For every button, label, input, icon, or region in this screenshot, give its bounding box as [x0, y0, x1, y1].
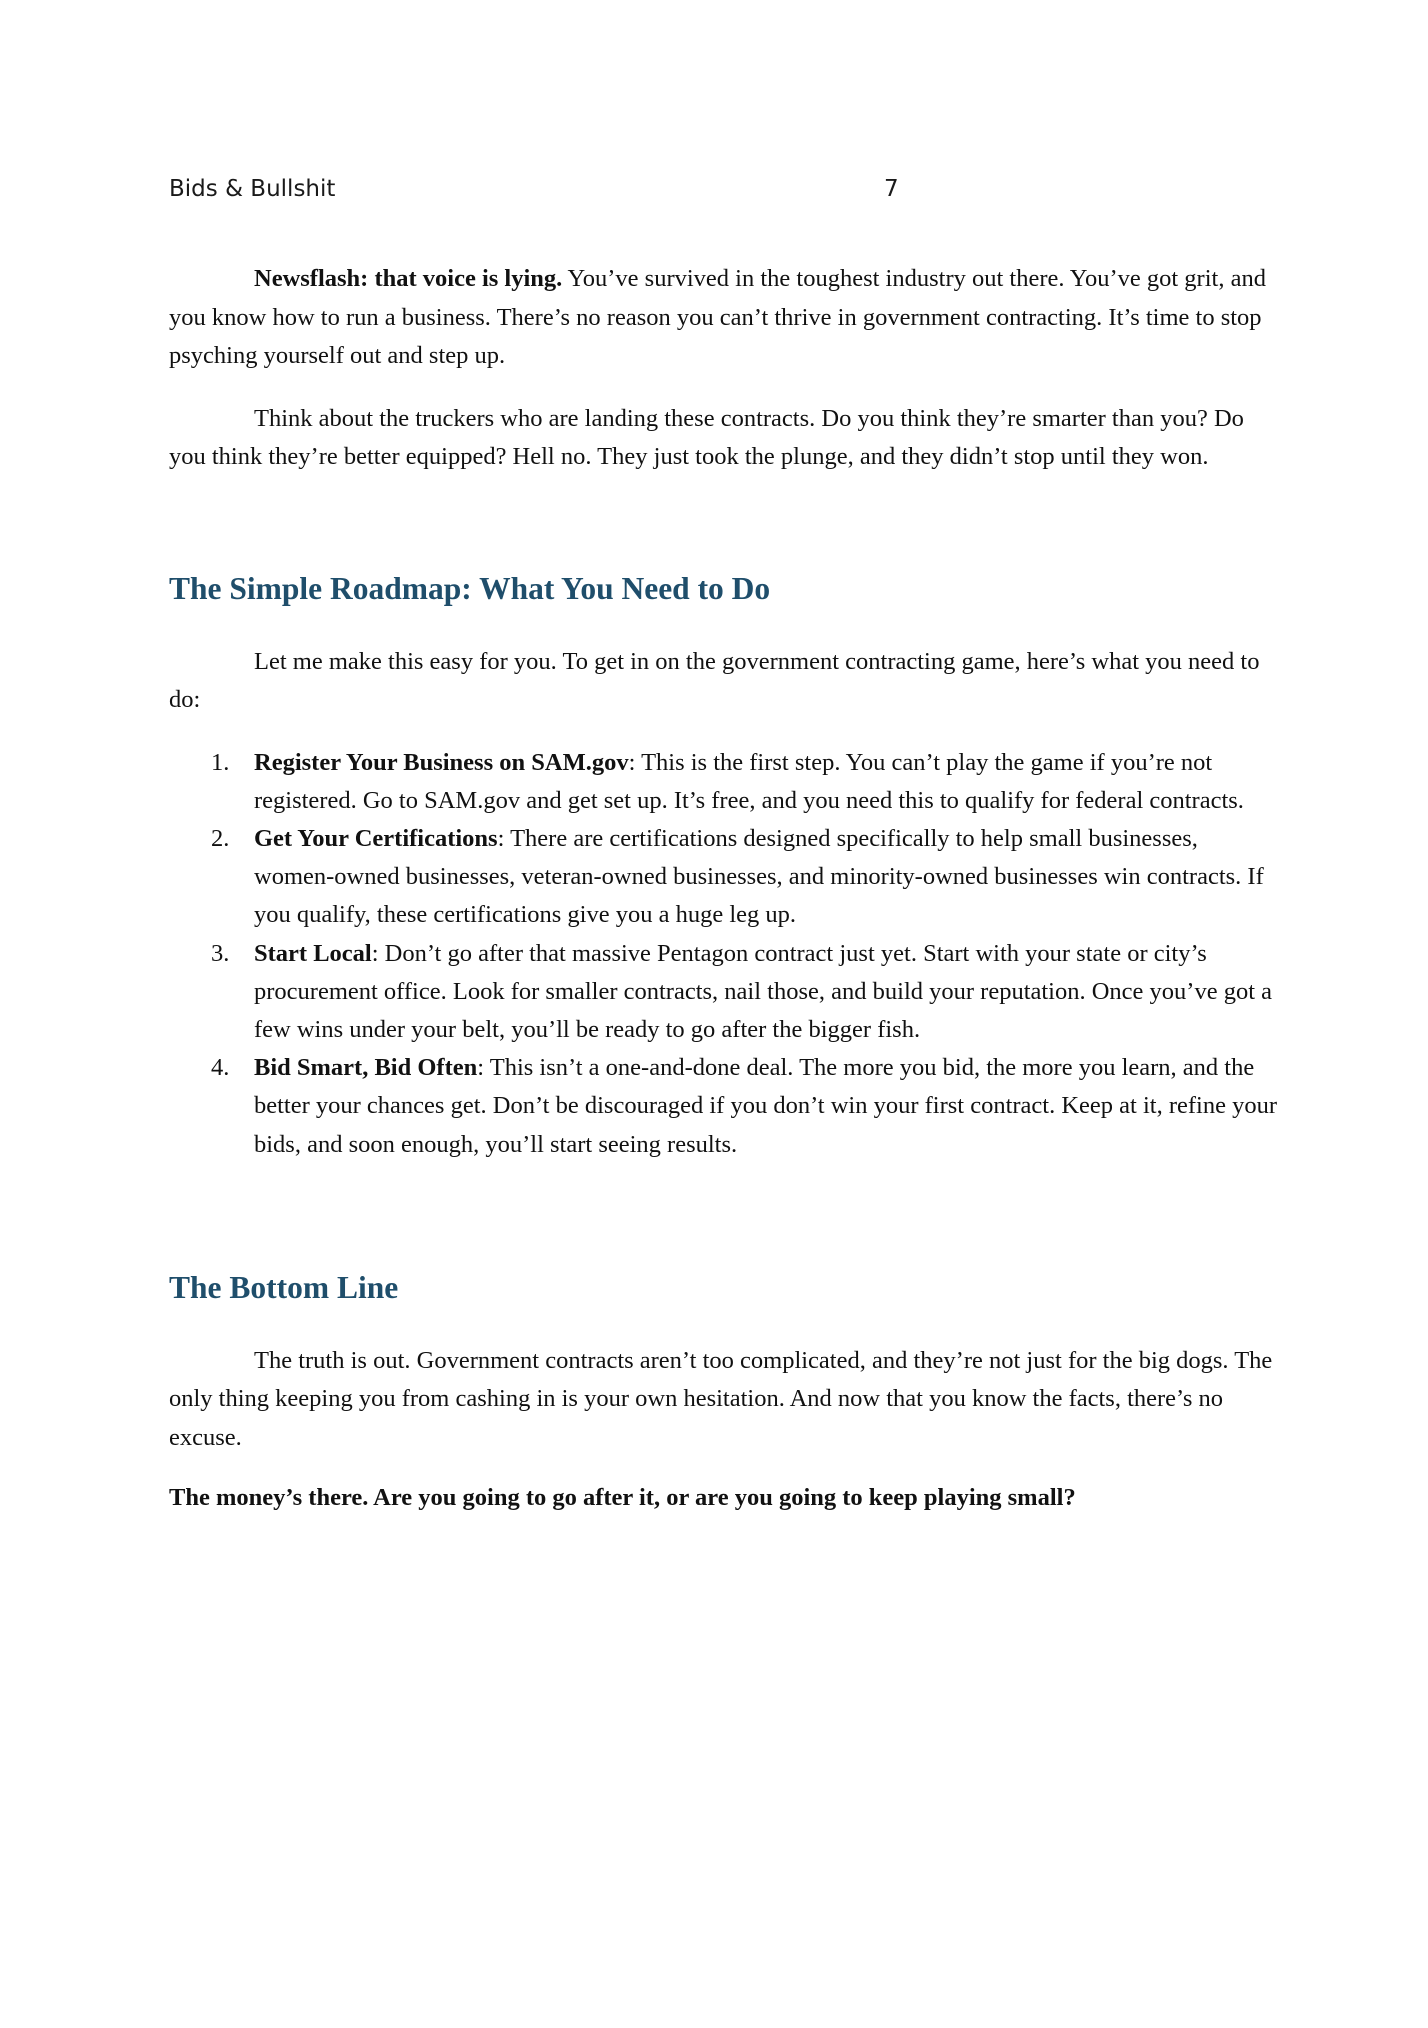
list-item	[169, 744, 1279, 820]
list-item-title: Register Your Business on SAM.gov	[254, 748, 629, 776]
list-item-title: Bid Smart, Bid Often	[254, 1054, 478, 1082]
list-item-text: : There are certifications designed specifically to help small businesses, women-owned businesses, veteran-owned businesses, and minority-owned businesses win contracts. If you qualify, these certifications give you a huge leg up.	[254, 824, 1264, 929]
list-item-text: : This is the first step. You can’t play the game if you’re not registered. Go to SAM.gov and get set up. It’s free, and you need this to qualify for federal contracts.	[254, 748, 1244, 814]
list-number: 3.	[211, 939, 230, 967]
closing-statement: The money’s there. Are you going to go after it, or are you going to keep playing small?	[169, 1484, 1076, 1512]
list-item-text: : This isn’t a one-and-done deal. The more you bid, the more you learn, and the better your chances get. Don’t be discouraged if you don’t win your first contract. Keep at it, refine your bids, and soon enough, you’ll start seeing results.	[254, 1054, 1278, 1158]
paragraph-intro: Let me make this easy for you. To get in on the government contracting game, here’s what you need to do:	[169, 647, 1260, 713]
list-number: 1.	[211, 748, 230, 776]
list-number: 4.	[211, 1054, 230, 1082]
page-header	[169, 176, 899, 210]
steps-list	[169, 744, 1279, 1164]
paragraph-lead-bold: Newsflash: that voice is lying.	[254, 265, 563, 292]
book-title: Bids & Bullshit	[169, 176, 336, 202]
section-heading-bottom-line: The Bottom Line	[169, 1269, 399, 1305]
paragraph-newsflash	[169, 260, 1279, 376]
list-item	[169, 935, 1279, 1050]
section-heading-roadmap: The Simple Roadmap: What You Need to Do	[169, 570, 771, 606]
list-item-title: Get Your Certifications	[254, 824, 498, 852]
page-body	[169, 260, 1279, 1518]
list-item	[169, 1049, 1279, 1164]
list-item	[169, 820, 1279, 935]
list-number: 2.	[211, 824, 230, 852]
list-item-title: Start Local	[254, 939, 372, 967]
list-item-text: : Don’t go after that massive Pentagon contract just yet. Start with your state or city’s procurement office. Look for smaller contracts, nail those, and build your reputation. Once you’ve got a few wins under your belt, you’ll be ready to go after the bigger fish.	[254, 939, 1273, 1043]
paragraph-text: You’ve survived in the toughest industry out there. You’ve got grit, and you know how to run a business. There’s no reason you can’t thrive in government contracting. It’s time to stop psyching yourself out and step up.	[169, 265, 1266, 369]
paragraph-truckers: Think about the truckers who are landing these contracts. Do you think they’re smarter than you? Do you think they’re better equipped? Hell no. They just took the plunge, and they didn’t stop until they won.	[169, 404, 1244, 470]
paragraph-truth: The truth is out. Government contracts aren’t too complicated, and they’re not just for the big dogs. The only thing keeping you from cashing in is your own hesitation. And now that you know the facts, there’s no excuse.	[169, 1346, 1273, 1451]
page-number: 7	[884, 176, 899, 202]
